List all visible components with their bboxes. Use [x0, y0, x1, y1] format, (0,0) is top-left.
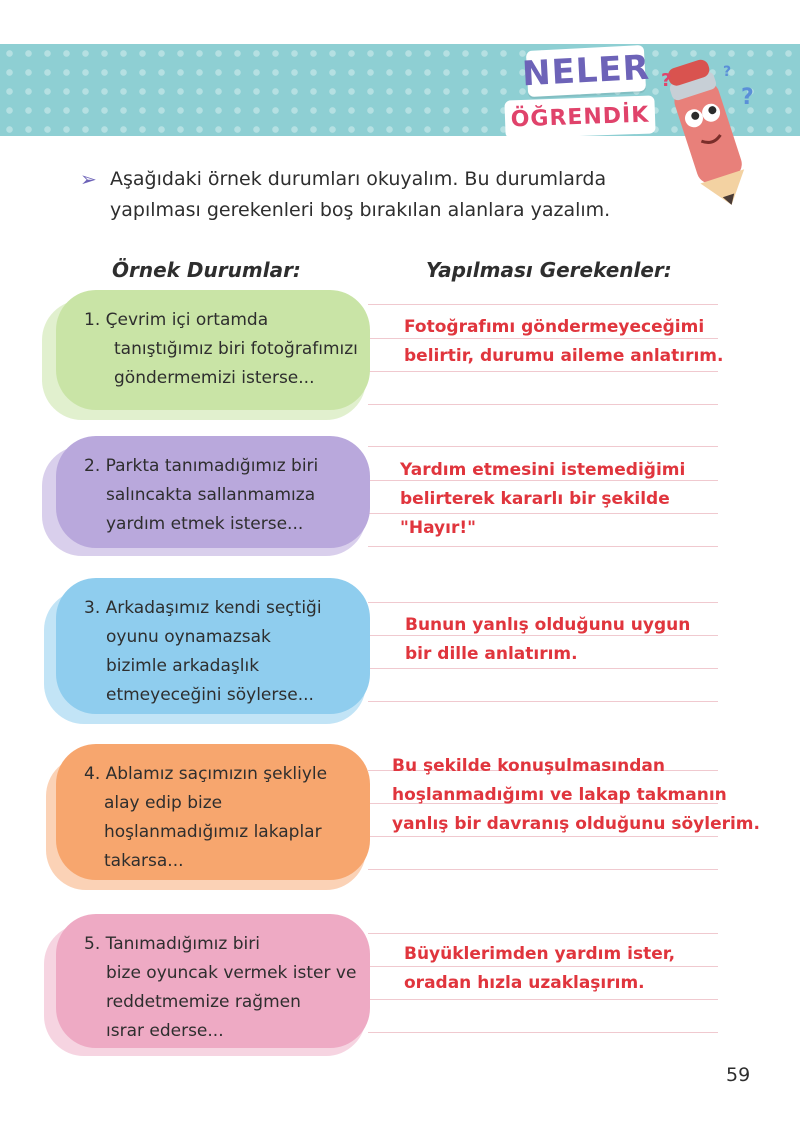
rule-line [368, 602, 718, 603]
situation-card-1 [56, 290, 370, 410]
instruction-line-1: Aşağıdaki örnek durumları okuyalım. Bu durumlarda [110, 168, 607, 190]
card-line: bize oyuncak vermek ister ve [106, 963, 357, 983]
card-line: etmeyeceğini söylerse... [106, 685, 314, 705]
card-line: salıncakta sallanmamıza [106, 485, 316, 505]
answer-line: Bunun yanlış olduğunu uygun [405, 615, 691, 635]
answer-line: belirtir, durumu aileme anlatırım. [404, 346, 724, 366]
card-line: yardım etmek isterse... [106, 514, 304, 534]
badge-title-bottom: ÖĞRENDİK [504, 95, 655, 138]
answer-5 [404, 940, 675, 998]
answer-line: Bu şekilde konuşulmasından [392, 756, 665, 776]
rule-line [368, 371, 718, 372]
answer-line: Yardım etmesini istemediğimi [400, 460, 686, 480]
card-line: 1. Çevrim içi ortamda [84, 310, 269, 330]
rule-line [368, 446, 718, 447]
situation-card-4 [56, 744, 370, 880]
answer-4 [392, 752, 760, 839]
answer-line: Büyüklerimden yardım ister, [404, 944, 676, 964]
card-line: 5. Tanımadığımız biri [84, 934, 260, 954]
card-line: ısrar ederse... [106, 1021, 224, 1041]
situation-card-3 [56, 578, 370, 714]
badge-title-top: NELER [526, 45, 646, 97]
rule-line [368, 933, 718, 934]
rule-line [368, 701, 718, 702]
rule-line [368, 869, 718, 870]
card-line: 3. Arkadaşımız kendi seçtiği [84, 598, 322, 618]
rule-line [368, 999, 718, 1000]
column-header-situations: Örnek Durumlar: [112, 258, 301, 282]
svg-text:?: ? [741, 85, 754, 110]
instruction [80, 164, 660, 226]
card-line: oyunu oynamazsak [106, 627, 271, 647]
answer-line: yanlış bir davranış olduğunu söylerim. [392, 814, 760, 834]
answer-line: bir dille anlatırım. [405, 644, 578, 664]
answer-3 [405, 611, 690, 669]
card-line: reddetmemize rağmen [106, 992, 301, 1012]
answer-line: belirterek kararlı bir şekilde [400, 489, 670, 509]
card-line: 2. Parkta tanımadığımız biri [84, 456, 319, 476]
answer-1 [404, 313, 723, 371]
situation-card-2 [56, 436, 370, 548]
card-line: alay edip bize [104, 793, 223, 813]
answer-line: "Hayır!" [400, 518, 476, 538]
rule-line [368, 404, 718, 405]
answer-2 [400, 456, 685, 543]
svg-text:?: ? [661, 70, 672, 91]
instruction-line-2: yapılması gerekenleri boş bırakılan alanlara yazalım. [110, 199, 611, 221]
card-line: hoşlanmadığımız lakaplar [104, 822, 322, 842]
card-line: 4. Ablamız saçımızın şekliyle [84, 764, 328, 784]
column-header-actions: Yapılması Gerekenler: [426, 258, 672, 282]
answer-line: oradan hızla uzaklaşırım. [404, 973, 645, 993]
card-line: göndermemizi isterse... [114, 368, 315, 388]
pencil-mascot-icon [655, 52, 765, 212]
situation-card-5 [56, 914, 370, 1048]
rule-line [368, 546, 718, 547]
answer-line: hoşlanmadığımı ve lakap takmanın [392, 785, 727, 805]
card-line: tanıştığımız biri fotoğrafımızı [114, 339, 358, 359]
arrow-right-icon: ➢ [80, 167, 97, 191]
card-line: bizimle arkadaşlık [106, 656, 260, 676]
card-line: takarsa... [104, 851, 184, 871]
section-badge [505, 48, 665, 148]
rule-line [368, 304, 718, 305]
svg-text:?: ? [723, 64, 732, 80]
page-number: 59 [726, 1064, 751, 1086]
rule-line [368, 1032, 718, 1033]
answer-line: Fotoğrafımı göndermeyeceğimi [404, 317, 705, 337]
